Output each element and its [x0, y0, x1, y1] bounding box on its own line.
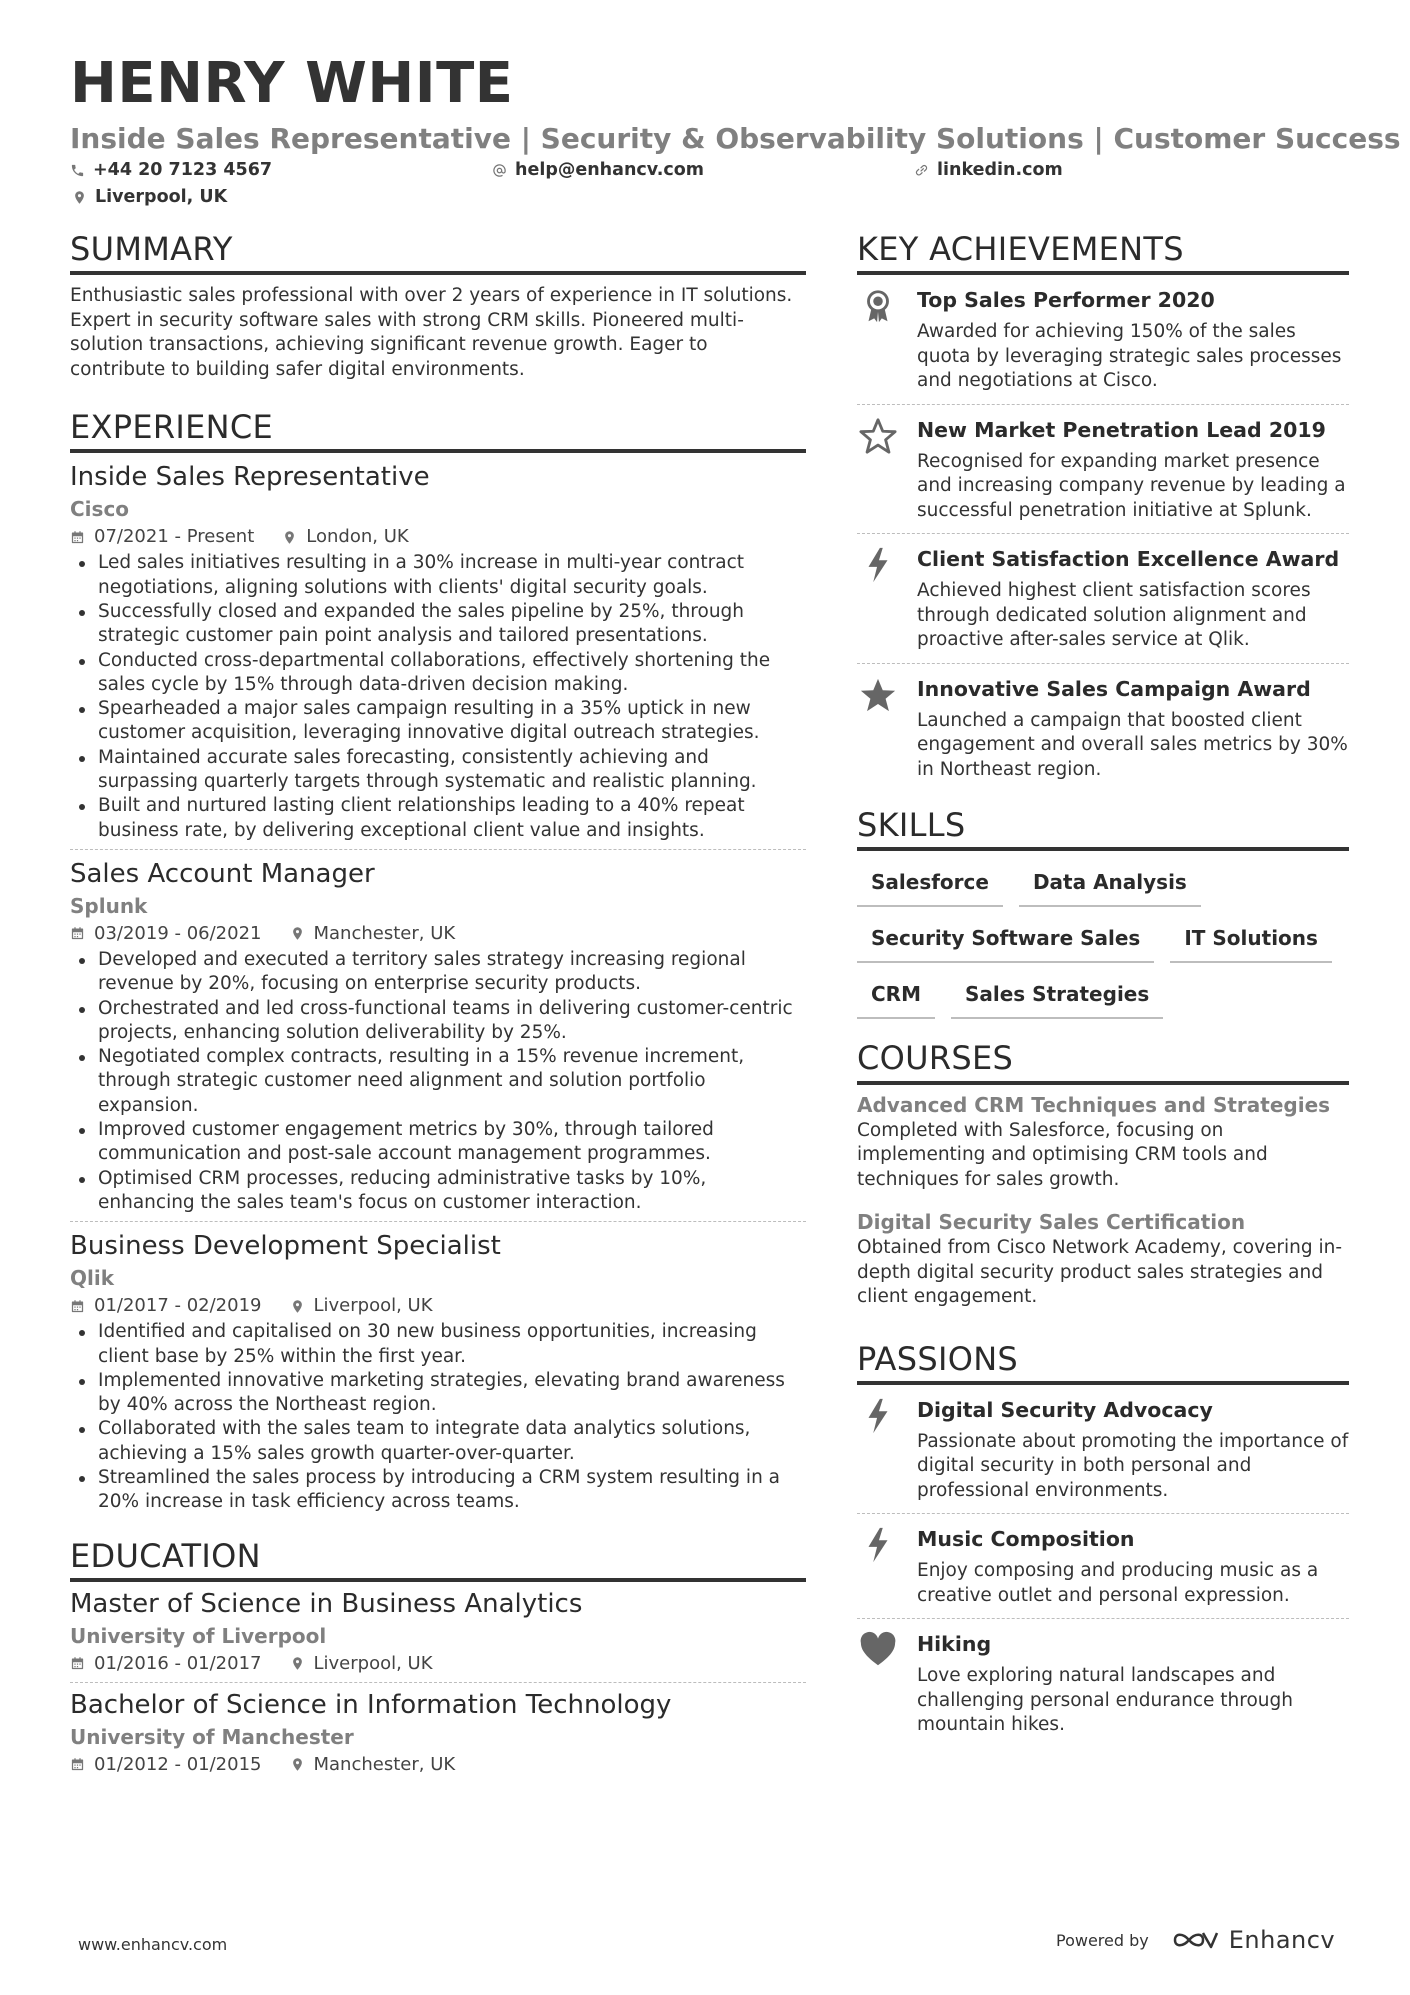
experience-section	[70, 410, 806, 1520]
job-bullets	[70, 551, 806, 843]
job-role: Business Development Specialist	[70, 1231, 501, 1262]
passion-item	[857, 1385, 1349, 1515]
job-location-text: Manchester, UK	[313, 922, 456, 944]
skill-tag: CRM	[857, 977, 935, 1019]
job-dates	[70, 1294, 262, 1318]
linkedin-text: linkedin.com	[937, 160, 1063, 180]
location-pin-icon	[290, 1757, 305, 1772]
course-desc: Completed with Salesforce, focusing on implementing and optimising CRM tools and techniques for sales growth.	[857, 1119, 1268, 1190]
job-entry	[70, 453, 806, 850]
skills-list	[857, 851, 1349, 1033]
achievement-item	[857, 405, 1349, 535]
location-text: Liverpool, UK	[95, 187, 228, 207]
job-dates-text: 01/2017 - 02/2019	[94, 1295, 262, 1317]
job-bullet: Led sales initiatives resulting in a 30% increase in multi-year contract negotiations, aligning solutions with clients' digital security goals.	[70, 551, 806, 600]
education-entry	[70, 1582, 806, 1683]
passion-title: Music Composition	[917, 1527, 1135, 1552]
job-bullet: Orchestrated and led cross-functional teams in delivering customer-centric projects, enhancing solution deliverability by 25%.	[70, 997, 806, 1046]
job-bullet: Spearheaded a major sales campaign resulting in a 35% uptick in new customer acquisition, leveraging innovative digital outreach strategies.	[70, 697, 806, 746]
education-meta	[70, 1753, 806, 1777]
footer-website[interactable]: www.enhancv.com	[78, 1935, 228, 1954]
skills-heading: SKILLS	[857, 808, 1349, 851]
achievement-title: Top Sales Performer 2020	[917, 288, 1215, 313]
course-item	[857, 1202, 1349, 1320]
passion-desc: Passionate about promoting the importance of digital security in both personal and professional environments.	[917, 1430, 1349, 1501]
passion-title: Hiking	[917, 1632, 992, 1657]
at-icon	[492, 163, 507, 178]
location-pin-icon	[290, 1299, 305, 1314]
star-filled-icon	[857, 676, 917, 783]
location-pin-icon	[72, 190, 87, 205]
achievement-title: New Market Penetration Lead 2019	[917, 417, 1326, 442]
education-school: University of Liverpool	[70, 1623, 327, 1648]
lightning-icon	[857, 1526, 917, 1608]
achievement-title: Innovative Sales Campaign Award	[917, 676, 1311, 701]
passion-item	[857, 1514, 1349, 1619]
achievement-desc: Achieved highest client satisfaction scores through dedicated solution alignment and proactive after-sales service at Qlik.	[917, 580, 1311, 651]
job-dates-text: 03/2019 - 06/2021	[94, 922, 262, 944]
candidate-title: Inside Sales Representative | Security & Observability Solutions | Customer Success	[70, 122, 1401, 155]
phone-icon	[70, 163, 85, 178]
heart-icon	[857, 1631, 917, 1738]
achievement-desc: Launched a campaign that boosted client engagement and overall sales metrics by 30% in Northeast region.	[917, 709, 1348, 780]
contact-email[interactable]	[492, 162, 704, 180]
education-heading: EDUCATION	[70, 1539, 806, 1582]
achievement-desc: Awarded for achieving 150% of the sales quota by leveraging strategic sales processes and negotiations at Cisco.	[917, 321, 1342, 392]
course-title: Digital Security Sales Certification	[857, 1210, 1246, 1235]
education-dates	[70, 1753, 262, 1777]
skill-tag: Salesforce	[857, 865, 1003, 907]
link-icon	[914, 163, 929, 178]
lightning-icon	[857, 546, 917, 653]
education-dates	[70, 1652, 262, 1676]
job-location-text: London, UK	[306, 526, 409, 548]
passion-title: Digital Security Advocacy	[917, 1397, 1213, 1422]
job-bullet: Developed and executed a territory sales strategy increasing regional revenue by 20%, focusing on enterprise security products.	[70, 948, 806, 997]
contact-linkedin[interactable]	[914, 162, 1063, 180]
education-section	[70, 1536, 806, 1783]
summary-section	[70, 232, 806, 382]
job-bullet: Implemented innovative marketing strategies, elevating brand awareness by 40% across the Northeast region.	[70, 1369, 806, 1418]
passions-heading: PASSIONS	[857, 1342, 1349, 1385]
job-location	[290, 922, 456, 946]
candidate-name: HENRY WHITE	[70, 51, 514, 116]
courses-heading: COURSES	[857, 1041, 1349, 1084]
job-company: Splunk	[70, 893, 148, 918]
job-role: Sales Account Manager	[70, 858, 375, 889]
summary-heading: SUMMARY	[70, 232, 806, 275]
achievement-item	[857, 664, 1349, 793]
job-bullet: Identified and capitalised on 30 new business opportunities, increasing client base by 25% within the first year.	[70, 1320, 806, 1369]
job-bullet: Optimised CRM processes, reducing administrative tasks by 10%, enhancing the sales team's focus on customer interaction.	[70, 1167, 806, 1216]
course-title: Advanced CRM Techniques and Strategies	[857, 1092, 1331, 1117]
education-meta	[70, 1652, 806, 1676]
contact-location	[72, 189, 227, 207]
job-bullet: Collaborated with the sales team to integrate data analytics solutions, achieving a 15% sales growth quarter-over-quarter.	[70, 1417, 806, 1466]
job-meta	[70, 525, 806, 549]
brand-name: Enhancv	[1228, 1926, 1336, 1954]
award-ribbon-icon	[857, 287, 917, 394]
job-entry	[70, 1222, 806, 1520]
lightning-icon	[857, 1397, 917, 1504]
achievements-section	[857, 232, 1349, 792]
location-pin-icon	[290, 1656, 305, 1671]
job-bullet: Maintained accurate sales forecasting, consistently achieving and surpassing quarterly targets through systematic and realistic planning.	[70, 746, 806, 795]
education-location	[290, 1652, 433, 1676]
course-desc: Obtained from Cisco Network Academy, covering in-depth digital security product sales strategies and client engagement.	[857, 1237, 1343, 1308]
job-entry	[70, 850, 806, 1222]
footer-branding	[1056, 1926, 1335, 1954]
calendar-icon	[70, 926, 85, 941]
education-school: University of Manchester	[70, 1724, 354, 1749]
job-dates	[70, 922, 262, 946]
skills-section	[857, 808, 1349, 1033]
job-dates-text: 07/2021 - Present	[94, 526, 255, 548]
contact-phone	[70, 162, 272, 180]
passion-desc: Enjoy composing and producing music as a creative outlet and personal expression.	[917, 1560, 1319, 1606]
skill-tag: IT Solutions	[1170, 921, 1332, 963]
location-pin-icon	[290, 926, 305, 941]
passion-desc: Love exploring natural landscapes and challenging personal endurance through mountain hikes.	[917, 1665, 1293, 1736]
education-location-text: Liverpool, UK	[313, 1652, 433, 1674]
job-role: Inside Sales Representative	[70, 462, 430, 493]
phone-text: +44 20 7123 4567	[93, 160, 273, 180]
job-bullet: Built and nurtured lasting client relationships leading to a 40% repeat business rate, by delivering exceptional client value and insights.	[70, 794, 806, 843]
job-bullet: Improved customer engagement metrics by 30%, through tailored communication and post-sale account management programmes.	[70, 1118, 806, 1167]
job-bullets	[70, 1320, 806, 1514]
brand-logo[interactable]	[1171, 1926, 1335, 1954]
education-entry	[70, 1683, 806, 1783]
job-location	[290, 1294, 433, 1318]
job-company: Qlik	[70, 1266, 115, 1291]
summary-text: Enthusiastic sales professional with over 2 years of experience in IT solutions. Expert in security software sales with strong CRM skills. Pioneered multi-solution transactions, achieving significant revenue growth. Eager to contribute to building safer digital environments.	[70, 285, 793, 380]
calendar-icon	[70, 1757, 85, 1772]
left-column	[70, 232, 806, 1783]
skill-tag: Sales Strategies	[951, 977, 1163, 1019]
achievement-item	[857, 534, 1349, 664]
achievements-heading: KEY ACHIEVEMENTS	[857, 232, 1349, 275]
education-dates-text: 01/2016 - 01/2017	[94, 1652, 262, 1674]
course-item	[857, 1085, 1349, 1203]
skill-tag: Data Analysis	[1019, 865, 1201, 907]
job-bullet: Successfully closed and expanded the sales pipeline by 25%, through strategic customer pain point analysis and tailored presentations.	[70, 600, 806, 649]
job-bullet: Streamlined the sales process by introducing a CRM system resulting in a 20% increase in task efficiency across teams.	[70, 1466, 806, 1515]
experience-heading: EXPERIENCE	[70, 410, 806, 453]
education-degree: Master of Science in Business Analytics	[70, 1588, 583, 1619]
calendar-icon	[70, 1656, 85, 1671]
education-degree: Bachelor of Science in Information Technology	[70, 1689, 672, 1720]
job-meta	[70, 922, 806, 946]
location-pin-icon	[282, 530, 297, 545]
passions-section	[857, 1339, 1349, 1748]
job-meta	[70, 1294, 806, 1318]
right-column	[857, 232, 1349, 1748]
achievement-desc: Recognised for expanding market presence and increasing company revenue by leading a successful penetration initiative at Splunk.	[917, 450, 1346, 521]
education-dates-text: 01/2012 - 01/2015	[94, 1753, 262, 1775]
calendar-icon	[70, 1299, 85, 1314]
achievement-title: Client Satisfaction Excellence Award	[917, 547, 1340, 572]
job-dates	[70, 525, 254, 549]
job-location	[282, 525, 408, 549]
job-bullet: Negotiated complex contracts, resulting in a 15% revenue increment, through strategic customer need alignment and solution portfolio expansion.	[70, 1045, 806, 1118]
enhancv-logo-icon	[1171, 1927, 1219, 1953]
calendar-icon	[70, 530, 85, 545]
skill-tag: Security Software Sales	[857, 921, 1154, 963]
job-company: Cisco	[70, 497, 130, 522]
powered-by-text: Powered by	[1056, 1930, 1149, 1950]
education-location	[290, 1753, 456, 1777]
job-bullet: Conducted cross-departmental collaborations, effectively shortening the sales cycle by 15% through data-driven decision making.	[70, 649, 806, 698]
achievement-item	[857, 275, 1349, 405]
job-location-text: Liverpool, UK	[313, 1295, 433, 1317]
star-outline-icon	[857, 417, 917, 524]
job-bullets	[70, 948, 806, 1215]
courses-section	[857, 1041, 1349, 1319]
education-location-text: Manchester, UK	[313, 1753, 456, 1775]
passion-item	[857, 1619, 1349, 1748]
email-text: help@enhancv.com	[515, 160, 705, 180]
